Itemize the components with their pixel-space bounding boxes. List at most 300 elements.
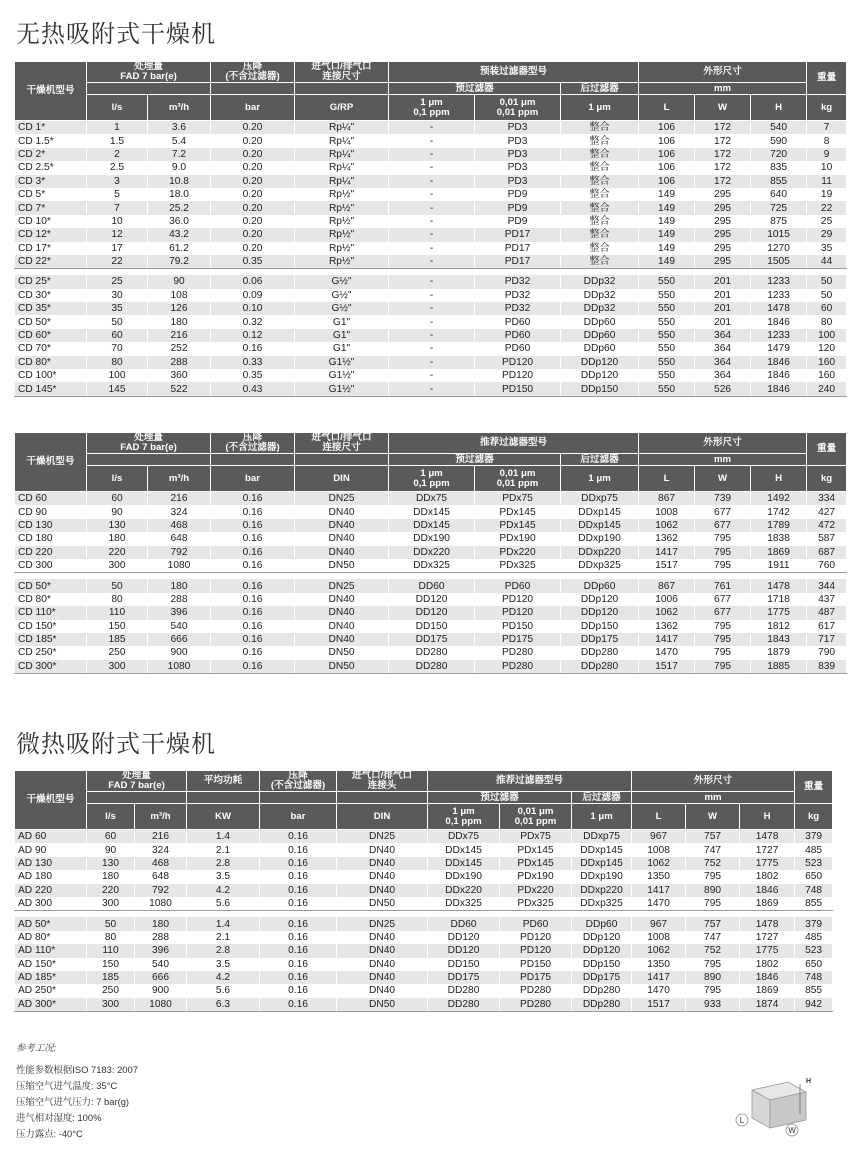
model-cell: AD 90 (15, 843, 87, 856)
model-cell: CD 100* (15, 369, 87, 382)
table-cell: 185 (87, 633, 148, 646)
table-cell: 677 (695, 519, 751, 532)
table-cell: 1479 (751, 342, 807, 355)
section-title-heated: 微热吸附式干燥机 (16, 730, 216, 758)
table-row (15, 188, 847, 201)
table-cell: DN50 (295, 559, 389, 573)
table-cell: 1470 (632, 984, 686, 997)
table-cell: 295 (695, 201, 751, 214)
table-cell: PD3 (475, 134, 561, 147)
table-cell: G1½" (295, 382, 389, 396)
model-cell: AD 80* (15, 931, 87, 944)
table-cell: DDp280 (572, 984, 632, 997)
table-cell: 201 (695, 275, 751, 288)
table-cell: 0.10 (211, 302, 295, 315)
table-cell: 149 (639, 215, 695, 228)
header-kg: kg (807, 95, 847, 121)
table-cell: 795 (686, 984, 740, 997)
model-cell: CD 1* (15, 121, 87, 135)
table-cell: 10.8 (148, 175, 211, 188)
table-cell: DDx190 (389, 532, 475, 545)
model-cell: AD 180 (15, 870, 87, 883)
table-row (15, 492, 847, 506)
table-cell: 7 (807, 121, 847, 135)
table-cell: 0.16 (260, 958, 337, 971)
table-cell: 1846 (740, 884, 795, 897)
table-cell: Rp¼" (295, 134, 389, 147)
table-cell: G1" (295, 342, 389, 355)
model-cell: CD 22* (15, 255, 87, 269)
table-cell: 2.8 (187, 857, 260, 870)
table-row (15, 998, 833, 1012)
table-cell: DDxp145 (561, 519, 639, 532)
table-cell: 526 (695, 382, 751, 396)
table-cell: 855 (751, 175, 807, 188)
table-cell: 149 (639, 201, 695, 214)
table-row (15, 559, 847, 573)
table-cell: 1742 (751, 505, 807, 518)
table-cell: DD60 (389, 579, 475, 592)
table-cell: DDp150 (561, 620, 639, 633)
table-cell: DDp60 (561, 329, 639, 342)
table-cell: 835 (751, 161, 807, 174)
table-cell: Rp¼" (295, 148, 389, 161)
table-cell: 1802 (740, 958, 795, 971)
table-cell: 10 (87, 215, 148, 228)
table-cell: 整合 (561, 228, 639, 241)
table-cell: 1062 (639, 519, 695, 532)
table-row (15, 382, 847, 396)
table-cell: PDx145 (475, 519, 561, 532)
table-cell: 487 (807, 606, 847, 619)
table-cell: 550 (639, 356, 695, 369)
table-cell: 整合 (561, 161, 639, 174)
table-cell: PDx75 (475, 492, 561, 506)
table-cell: 60 (87, 329, 148, 342)
table-cell: 106 (639, 121, 695, 135)
table-cell: 216 (148, 492, 211, 506)
table-cell: 295 (695, 215, 751, 228)
table-cell: 300 (87, 559, 148, 573)
table-cell: 324 (148, 505, 211, 518)
table-cell: 0.16 (211, 579, 295, 592)
table-row (15, 931, 833, 944)
table-cell: 875 (751, 215, 807, 228)
table-cell: DDp175 (561, 633, 639, 646)
table-row (15, 830, 833, 844)
table-cell: 0.16 (211, 342, 295, 355)
table-cell: DDp32 (561, 289, 639, 302)
table-cell: 540 (751, 121, 807, 135)
table-cell: 2.8 (187, 944, 260, 957)
table-cell: - (389, 382, 475, 396)
table-cell: DDx75 (428, 830, 500, 844)
header-weight: 重量 (807, 433, 847, 466)
table-cell: 25.2 (148, 201, 211, 214)
table-cell: DD120 (428, 944, 500, 957)
table-cell: DN40 (295, 505, 389, 518)
table-cell: DD60 (428, 917, 500, 930)
table-cell: Rp½" (295, 242, 389, 255)
table-cell: PDx190 (500, 870, 572, 883)
table-cell: 250 (87, 646, 148, 659)
table-cell: 180 (87, 532, 148, 545)
heatless-dryer-table-small (14, 61, 847, 397)
table-cell: PD120 (500, 944, 572, 957)
model-cell: CD 90 (15, 505, 87, 518)
table-cell: DDp280 (572, 998, 632, 1012)
table-cell: 485 (795, 843, 833, 856)
table-cell: 468 (135, 857, 187, 870)
table-cell: G1" (295, 315, 389, 328)
table-cell: 427 (807, 505, 847, 518)
table-cell: PD60 (475, 329, 561, 342)
table-cell: 1350 (632, 958, 686, 971)
table-cell: 1879 (751, 646, 807, 659)
table-cell: 0.16 (260, 857, 337, 870)
table-cell: 0.32 (211, 315, 295, 328)
table-cell: 79.2 (148, 255, 211, 269)
table-cell: 1470 (639, 646, 695, 659)
table-cell: 0.16 (211, 633, 295, 646)
table-cell: DN40 (337, 984, 428, 997)
table-cell: 120 (807, 342, 847, 355)
table-cell: 890 (686, 884, 740, 897)
table-cell: DDx75 (389, 492, 475, 506)
header-postfilter-1um: 1 μm (572, 804, 632, 830)
table-cell: 150 (87, 620, 148, 633)
table-cell: 18.0 (148, 188, 211, 201)
table-cell: 1233 (751, 329, 807, 342)
header-filter-001um: 0,01 μm 0,01 ppm (475, 466, 561, 492)
table-cell: 1008 (632, 931, 686, 944)
table-cell: 617 (807, 620, 847, 633)
table-cell: PD9 (475, 201, 561, 214)
table-cell: 1.4 (187, 830, 260, 844)
table-cell: 747 (686, 931, 740, 944)
table-cell: 967 (632, 830, 686, 844)
table-cell: DN40 (337, 884, 428, 897)
table-cell: DN40 (337, 944, 428, 957)
header-filter-001um: 0,01 μm 0,01 ppm (475, 95, 561, 121)
model-cell: CD 130 (15, 519, 87, 532)
table-cell: DN50 (295, 660, 389, 674)
table-cell: PD3 (475, 161, 561, 174)
table-cell: 2 (87, 148, 148, 161)
table-row (15, 944, 833, 957)
header-ls: l/s (87, 466, 148, 492)
header-L: L (632, 804, 686, 830)
table-cell: DDxp75 (561, 492, 639, 506)
table-cell: 523 (795, 857, 833, 870)
table-cell: Rp½" (295, 215, 389, 228)
table-cell: DDp120 (572, 944, 632, 957)
model-cell: AD 130 (15, 857, 87, 870)
table-cell: 468 (148, 519, 211, 532)
table-row (15, 660, 847, 674)
table-cell: DDxp190 (561, 532, 639, 545)
table-cell: 0.12 (211, 329, 295, 342)
model-cell: AD 250* (15, 984, 87, 997)
table-cell: 5.6 (187, 984, 260, 997)
table-cell: DDp32 (561, 302, 639, 315)
table-cell: DDp120 (561, 593, 639, 606)
table-cell: DD120 (389, 606, 475, 619)
header-model: 干燥机型号 (15, 433, 87, 492)
table-cell: 650 (795, 958, 833, 971)
table-cell: G1½" (295, 356, 389, 369)
table-cell: PDx325 (500, 897, 572, 911)
table-cell: 80 (87, 593, 148, 606)
header-pd-spacer (211, 83, 295, 95)
table-cell: 540 (135, 958, 187, 971)
table-cell: 80 (87, 931, 135, 944)
table-cell: 1362 (639, 532, 695, 545)
table-row (15, 984, 833, 997)
table-cell: 396 (148, 606, 211, 619)
table-cell: 0.16 (211, 559, 295, 573)
table-cell: DDp280 (561, 660, 639, 674)
table-cell: DN50 (337, 897, 428, 911)
table-cell: 1846 (751, 382, 807, 396)
header-bar: bar (211, 95, 295, 121)
table-cell: 364 (695, 329, 751, 342)
table-cell: - (389, 342, 475, 355)
table-cell: - (389, 255, 475, 269)
table-cell: DDp120 (572, 931, 632, 944)
table-cell: 0.20 (211, 228, 295, 241)
table-cell: 648 (135, 870, 187, 883)
table-cell: 220 (87, 884, 135, 897)
table-cell: - (389, 356, 475, 369)
table-cell: 0.33 (211, 356, 295, 369)
table-cell: 0.20 (211, 161, 295, 174)
header-pd-spacer (211, 454, 295, 466)
table-cell: 550 (639, 289, 695, 302)
table-cell: 149 (639, 255, 695, 269)
table-cell: 22 (87, 255, 148, 269)
table-cell: DDxp325 (561, 559, 639, 573)
table-cell: - (389, 369, 475, 382)
header-conn-spacer (295, 83, 389, 95)
table-row (15, 884, 833, 897)
table-cell: 50 (87, 315, 148, 328)
table-cell: 0.35 (211, 255, 295, 269)
table-cell: 1846 (751, 369, 807, 382)
table-cell: 1492 (751, 492, 807, 506)
length-label: L (739, 1116, 745, 1125)
header-dimensions: 外形尺寸 (632, 771, 795, 792)
header-kg: kg (795, 804, 833, 830)
model-cell: CD 300 (15, 559, 87, 573)
header-connection: 进气口/排气口 连接尺寸 (295, 62, 389, 83)
table-cell: 523 (795, 944, 833, 957)
table-cell: PD150 (500, 958, 572, 971)
table-cell: 145 (87, 382, 148, 396)
table-cell: 6.3 (187, 998, 260, 1012)
table-cell: 0.16 (211, 646, 295, 659)
table-cell: PD32 (475, 302, 561, 315)
table-cell: 288 (135, 931, 187, 944)
notes-line: 压力露点: -40°C (16, 1128, 83, 1139)
model-cell: AD 185* (15, 971, 87, 984)
heatless-dryer-table-large (14, 432, 847, 674)
table-cell: 180 (148, 315, 211, 328)
table-cell: 795 (686, 897, 740, 911)
table-row (15, 215, 847, 228)
table-row (15, 897, 833, 911)
table-cell: 795 (695, 646, 751, 659)
table-cell: 1.4 (187, 917, 260, 930)
table-cell: PD150 (475, 620, 561, 633)
table-cell: DD150 (389, 620, 475, 633)
table-row (15, 646, 847, 659)
table-cell: 220 (87, 546, 148, 559)
table-cell: PD175 (475, 633, 561, 646)
table-cell: 0.20 (211, 201, 295, 214)
table-cell: 160 (807, 369, 847, 382)
header-prefilter: 预过滤器 (428, 792, 572, 804)
table-cell: 1350 (632, 870, 686, 883)
table-cell: 172 (695, 121, 751, 135)
width-label: W (788, 1126, 796, 1135)
table-cell: 1478 (751, 579, 807, 592)
table-cell: 396 (135, 944, 187, 957)
table-cell: 0.16 (211, 660, 295, 674)
table-cell: Rp½" (295, 255, 389, 269)
table-cell: 80 (807, 315, 847, 328)
table-cell: PDx220 (475, 546, 561, 559)
table-cell: 172 (695, 161, 751, 174)
table-cell: 295 (695, 242, 751, 255)
table-cell: DD280 (389, 646, 475, 659)
table-row (15, 175, 847, 188)
table-cell: 1233 (751, 275, 807, 288)
table-cell: 180 (87, 870, 135, 883)
table-cell: 0.20 (211, 242, 295, 255)
table-cell: 867 (639, 492, 695, 506)
table-cell: 61.2 (148, 242, 211, 255)
table-cell: 180 (148, 579, 211, 592)
table-cell: 整合 (561, 148, 639, 161)
model-cell: CD 12* (15, 228, 87, 241)
header-connection: 进气口/排气口 连接头 (337, 771, 428, 792)
table-cell: DN40 (295, 633, 389, 646)
table-cell: 149 (639, 228, 695, 241)
table-cell: PD280 (500, 998, 572, 1012)
table-cell: 757 (686, 917, 740, 930)
table-row (15, 519, 847, 532)
table-cell: 36.0 (148, 215, 211, 228)
table-cell: PD17 (475, 242, 561, 255)
table-row (15, 532, 847, 545)
table-cell: PDx325 (475, 559, 561, 573)
table-cell: 288 (148, 593, 211, 606)
table-cell: DN40 (337, 958, 428, 971)
header-capacity-spacer (87, 83, 211, 95)
table-cell: 1478 (740, 917, 795, 930)
header-capacity-spacer (87, 792, 187, 804)
table-cell: 0.16 (211, 519, 295, 532)
table-cell: 50 (87, 579, 148, 592)
table-cell: 1874 (740, 998, 795, 1012)
model-cell: CD 110* (15, 606, 87, 619)
table-cell: 90 (148, 275, 211, 288)
table-cell: 50 (807, 289, 847, 302)
header-L: L (639, 95, 695, 121)
table-row (15, 302, 847, 315)
table-row (15, 255, 847, 269)
model-cell: CD 60 (15, 492, 87, 506)
table-cell: 792 (135, 884, 187, 897)
table-cell: 216 (135, 830, 187, 844)
table-cell: 172 (695, 134, 751, 147)
table-cell: 7.2 (148, 148, 211, 161)
header-conn-unit: DIN (295, 466, 389, 492)
table-cell: DDx325 (428, 897, 500, 911)
table-cell: Rp¼" (295, 175, 389, 188)
table-row (15, 505, 847, 518)
table-cell: 30 (87, 289, 148, 302)
header-conn-unit: DIN (337, 804, 428, 830)
table-cell: 334 (807, 492, 847, 506)
table-cell: DDp60 (561, 579, 639, 592)
table-cell: 108 (148, 289, 211, 302)
table-cell: 1505 (751, 255, 807, 269)
table-cell: 717 (807, 633, 847, 646)
table-cell: 550 (639, 275, 695, 288)
table-cell: DN40 (295, 532, 389, 545)
table-row (15, 148, 847, 161)
table-cell: 整合 (561, 242, 639, 255)
table-cell: 739 (695, 492, 751, 506)
table-cell: 0.20 (211, 188, 295, 201)
table-cell: PD17 (475, 255, 561, 269)
header-filters: 预装过滤器型号 (389, 62, 639, 83)
table-cell: 1478 (751, 302, 807, 315)
table-cell: 300 (87, 998, 135, 1012)
table-cell: 472 (807, 519, 847, 532)
model-cell: CD 17* (15, 242, 87, 255)
table-cell: 1062 (639, 606, 695, 619)
table-cell: 687 (807, 546, 847, 559)
header-filters: 推荐过滤器型号 (428, 771, 632, 792)
table-row (15, 121, 847, 135)
table-cell: 25 (807, 215, 847, 228)
table-row (15, 620, 847, 633)
table-cell: 590 (751, 134, 807, 147)
table-cell: 1470 (632, 897, 686, 911)
header-W: W (695, 466, 751, 492)
table-cell: 172 (695, 175, 751, 188)
table-cell: G½" (295, 275, 389, 288)
header-capacity: 处理量 FAD 7 bar(e) (87, 771, 187, 792)
table-cell: 324 (135, 843, 187, 856)
header-mm: mm (632, 792, 795, 804)
table-cell: DDxp220 (561, 546, 639, 559)
notes-line: 压缩空气进气温度: 35°C (16, 1080, 118, 1091)
header-conn-spacer (295, 454, 389, 466)
table-cell: 795 (686, 958, 740, 971)
table-cell: 180 (135, 917, 187, 930)
table-cell: 90 (87, 843, 135, 856)
table-cell: 2.1 (187, 843, 260, 856)
header-dimensions: 外形尺寸 (639, 433, 807, 454)
table-cell: PD120 (475, 356, 561, 369)
table-cell: 1417 (632, 884, 686, 897)
notes-line: 性能参数根据ISO 7183: 2007 (16, 1064, 138, 1075)
table-cell: DDp60 (561, 315, 639, 328)
